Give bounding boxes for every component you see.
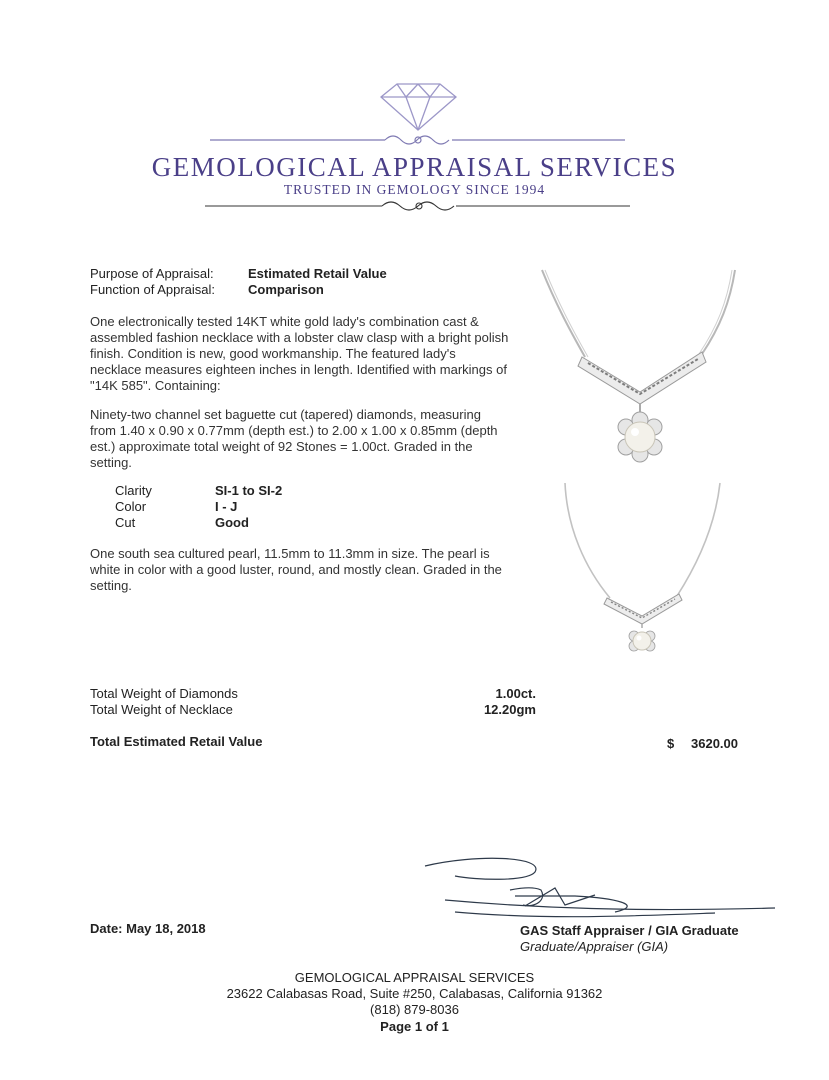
total-diamonds-value: 1.00ct. <box>495 686 536 701</box>
grade-label-clarity: Clarity <box>115 483 152 498</box>
diamond-icon <box>381 84 456 130</box>
total-necklace-value: 12.20gm <box>483 702 536 717</box>
grade-label-cut: Cut <box>115 515 136 530</box>
appraisal-date: Date: May 18, 2018 <box>90 921 206 936</box>
total-necklace-label: Total Weight of Necklace <box>90 702 233 717</box>
diamond-description: Ninety-two channel set baguette cut (tapered) diamonds, measuring from 1.40 x 0.90 x 0.77mm (depth est.) to 2.00 x 1.00 x 0.85mm (depth est.) approximate total weight of 92 Stones = 1.00ct. Graded in the setting. <box>90 407 498 470</box>
grade-value-clarity: SI-1 to SI-2 <box>215 483 283 498</box>
item-description: One electronically tested 14KT white gold lady's combination cast & assembled fashion necklace with a lobster claw clasp with a bright polish finish. Condition is new, good workmanship. The featured lady's necklace measures eighteen inches in length. Identified with markings of "14K 585". Containing: <box>90 314 509 393</box>
necklace-photo-full <box>555 478 730 658</box>
function-label: Function of Appraisal: <box>90 282 216 297</box>
company-tagline: TRUSTED IN GEMOLOGY SINCE 1994 <box>283 182 546 197</box>
total-diamonds-label: Total Weight of Diamonds <box>90 686 238 701</box>
company-name: GEMOLOGICAL APPRAISAL SERVICES <box>151 152 678 182</box>
purpose-value: Estimated Retail Value <box>248 266 387 281</box>
ornament-bottom <box>205 202 630 210</box>
pearl-description: One south sea cultured pearl, 11.5mm to 11.3mm in size. The pearl is white in color with a good luster, round, and mostly clean. Graded in the setting. <box>90 546 502 593</box>
footer-phone: (818) 879-8036 <box>370 1002 459 1017</box>
total-retail-label: Total Estimated Retail Value <box>90 734 263 749</box>
footer-page-number: Page 1 of 1 <box>380 1019 449 1034</box>
total-retail-value: 3620.00 <box>691 736 738 751</box>
appraiser-signature <box>415 850 785 925</box>
appraiser-subtitle: Graduate/Appraiser (GIA) <box>520 939 669 954</box>
grade-label-color: Color <box>115 499 147 514</box>
grade-value-cut: Good <box>215 515 249 530</box>
footer-company: GEMOLOGICAL APPRAISAL SERVICES <box>294 970 535 985</box>
purpose-label: Purpose of Appraisal: <box>90 266 214 281</box>
appraiser-title: GAS Staff Appraiser / GIA Graduate <box>520 923 739 938</box>
necklace-photo-closeup <box>530 262 745 472</box>
currency-symbol: $ <box>667 736 675 751</box>
function-value: Comparison <box>248 282 324 297</box>
ornament-top <box>210 136 625 144</box>
grade-value-color: I - J <box>215 499 238 514</box>
footer-address: 23622 Calabasas Road, Suite #250, Calabasas, California 91362 <box>226 986 603 1001</box>
